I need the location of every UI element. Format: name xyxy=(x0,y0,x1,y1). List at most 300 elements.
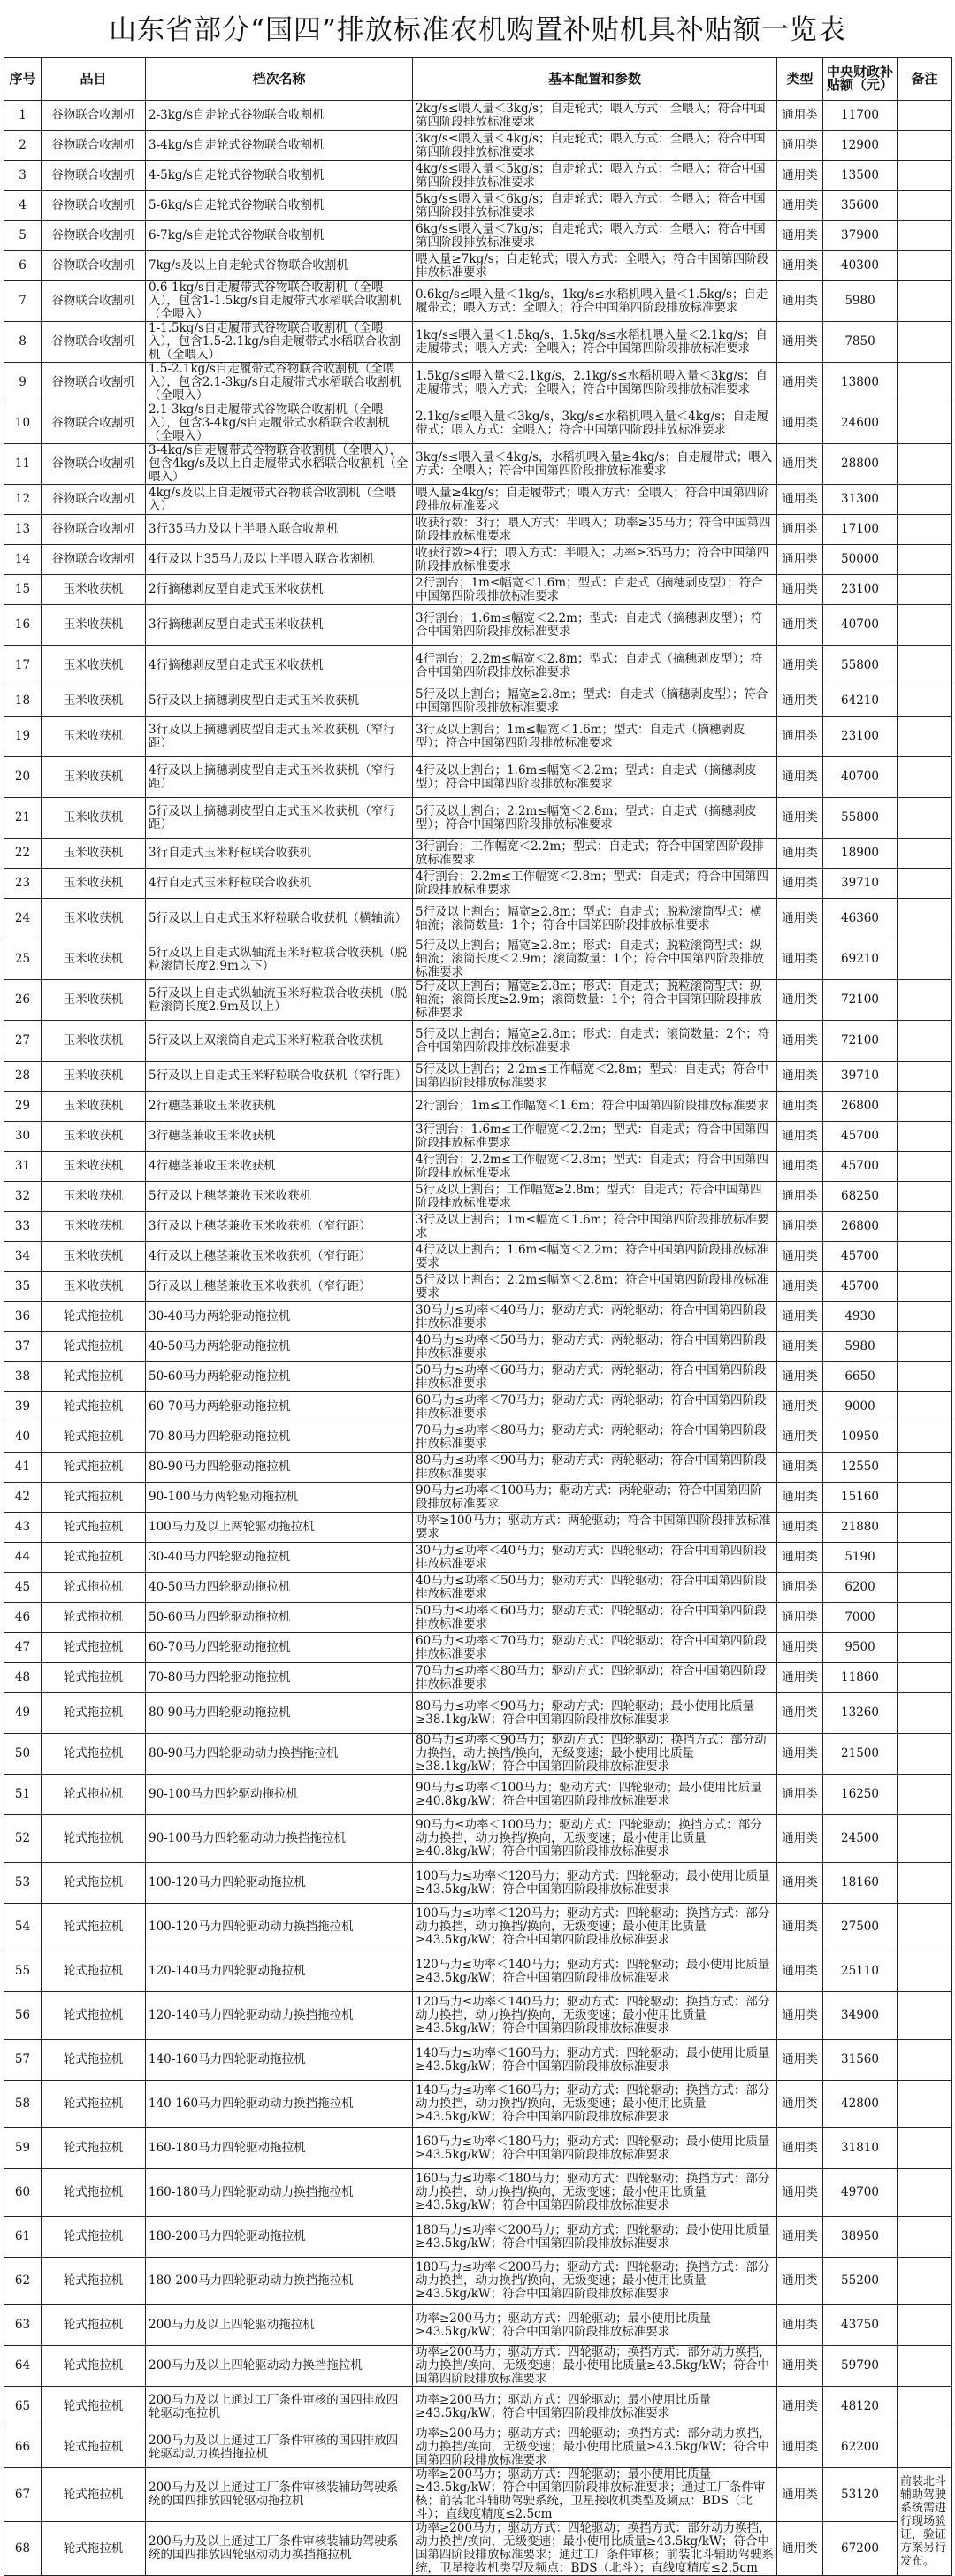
cell-tier: 5行及以上摘穗剥皮型自走式玉米收获机（窄行距） xyxy=(146,798,413,839)
cell-item: 轮式拖拉机 xyxy=(42,1483,146,1513)
cell-type: 通用类 xyxy=(777,839,823,869)
cell-config: 4kg/s≤喂入量＜5kg/s；自走轮式；喂入方式：全喂入；符合中国第四阶段排放标准要求 xyxy=(413,161,777,191)
cell-tier: 70-80马力四轮驱动拖拉机 xyxy=(146,1663,413,1693)
cell-item: 玉米收获机 xyxy=(42,839,146,869)
cell-type: 通用类 xyxy=(777,1483,823,1513)
cell-item: 谷物联合收割机 xyxy=(42,131,146,161)
cell-no: 65 xyxy=(4,2387,42,2427)
cell-no: 52 xyxy=(4,1815,42,1863)
table-row xyxy=(4,161,952,191)
table-row xyxy=(4,191,952,221)
table-row xyxy=(4,2128,952,2169)
cell-type: 通用类 xyxy=(777,1573,823,1603)
cell-no: 29 xyxy=(4,1092,42,1122)
cell-no: 14 xyxy=(4,545,42,575)
cell-subsidy: 55800 xyxy=(823,798,898,839)
cell-subsidy: 31300 xyxy=(823,485,898,515)
cell-no: 58 xyxy=(4,2081,42,2128)
cell-subsidy: 21500 xyxy=(823,1734,898,1775)
cell-subsidy: 55200 xyxy=(823,2258,898,2305)
table-row xyxy=(4,899,952,939)
cell-remark xyxy=(898,2346,952,2387)
cell-config: 4行割台；2.2m≤幅宽＜2.8m；型式：自走式（摘穗剥皮型）；符合中国第四阶段排放标准要求 xyxy=(413,646,777,686)
cell-item: 轮式拖拉机 xyxy=(42,1573,146,1603)
cell-subsidy: 48120 xyxy=(823,2387,898,2427)
table-row xyxy=(4,980,952,1021)
cell-subsidy: 12900 xyxy=(823,131,898,161)
cell-subsidy: 23100 xyxy=(823,717,898,757)
cell-tier: 5行及以上自走式纵轴流玉米籽粒联合收获机（脱粒滚筒长度2.9m及以上） xyxy=(146,980,413,1021)
cell-remark xyxy=(898,1513,952,1543)
cell-tier: 0.6-1kg/s自走履带式谷物联合收割机（全喂入），包含1-1.5kg/s自走履带式水稻联合收割机（全喂入） xyxy=(146,281,413,322)
table-row xyxy=(4,1483,952,1513)
cell-config: 5行及以上割台；幅宽≥2.8m；型式：自走式；脱粒滚筒型式：横轴流；滚筒数量：1个；符合中国第四阶段排放标准要求 xyxy=(413,899,777,939)
table-row xyxy=(4,545,952,575)
cell-subsidy: 12550 xyxy=(823,1453,898,1483)
cell-item: 轮式拖拉机 xyxy=(42,2258,146,2305)
cell-config: 140马力≤功率＜160马力；驱动方式：四轮驱动；换挡方式：部分动力换挡，动力换挡/换向，无级变速；最小使用比质量≥43.5kg/kW；符合中国第四阶段排放标准要求 xyxy=(413,2081,777,2128)
cell-subsidy: 72100 xyxy=(823,1021,898,1062)
cell-no: 68 xyxy=(4,2522,42,2576)
cell-type: 通用类 xyxy=(777,131,823,161)
cell-config: 功率≥200马力；驱动方式：四轮驱动；最小使用比质量≥43.5kg/kW；符合中国第四阶段排放标准要求 xyxy=(413,2387,777,2427)
cell-no: 60 xyxy=(4,2169,42,2217)
cell-item: 轮式拖拉机 xyxy=(42,1992,146,2040)
cell-no: 34 xyxy=(4,1242,42,1272)
cell-type: 通用类 xyxy=(777,2468,823,2522)
table-row xyxy=(4,1212,952,1242)
cell-no: 35 xyxy=(4,1272,42,1302)
table-row xyxy=(4,1513,952,1543)
cell-subsidy: 45700 xyxy=(823,1272,898,1302)
table-row xyxy=(4,1152,952,1182)
cell-item: 谷物联合收割机 xyxy=(42,363,146,403)
cell-item: 轮式拖拉机 xyxy=(42,1362,146,1392)
cell-no: 44 xyxy=(4,1543,42,1573)
cell-config: 70马力≤功率＜80马力；驱动方式：两轮驱动；符合中国第四阶段排放标准要求 xyxy=(413,1422,777,1453)
cell-subsidy: 38950 xyxy=(823,2217,898,2258)
cell-tier: 90-100马力四轮驱动动力换挡拖拉机 xyxy=(146,1815,413,1863)
table-row xyxy=(4,1332,952,1362)
cell-type: 通用类 xyxy=(777,2040,823,2081)
cell-type: 通用类 xyxy=(777,1734,823,1775)
cell-tier: 200马力及以上通过工厂条件审核装辅助驾驶系统的国四排放四轮驱动拖拉机 xyxy=(146,2468,413,2522)
cell-type: 通用类 xyxy=(777,545,823,575)
cell-subsidy: 5190 xyxy=(823,1543,898,1573)
cell-item: 谷物联合收割机 xyxy=(42,101,146,131)
cell-config: 140马力≤功率＜160马力；驱动方式：四轮驱动；最小使用比质量≥43.5kg/kW；符合中国第四阶段排放标准要求 xyxy=(413,2040,777,2081)
cell-no: 7 xyxy=(4,281,42,322)
cell-tier: 50-60马力四轮驱动拖拉机 xyxy=(146,1603,413,1633)
cell-subsidy: 64210 xyxy=(823,686,898,717)
cell-type: 通用类 xyxy=(777,1332,823,1362)
cell-config: 收获行数≥4行；喂入方式：半喂入；功率≥35马力；符合中国第四阶段排放标准要求 xyxy=(413,545,777,575)
cell-tier: 40-50马力两轮驱动拖拉机 xyxy=(146,1332,413,1362)
cell-subsidy: 49700 xyxy=(823,2169,898,2217)
cell-subsidy: 39710 xyxy=(823,869,898,899)
cell-config: 50马力≤功率＜60马力；驱动方式：两轮驱动；符合中国第四阶段排放标准要求 xyxy=(413,1362,777,1392)
cell-config: 5行及以上割台；2.2m≤幅宽＜2.8m；符合中国第四阶段排放标准要求 xyxy=(413,1272,777,1302)
cell-subsidy: 39710 xyxy=(823,1062,898,1092)
cell-subsidy: 13500 xyxy=(823,161,898,191)
table-row xyxy=(4,1453,952,1483)
cell-remark xyxy=(898,2217,952,2258)
cell-item: 轮式拖拉机 xyxy=(42,2427,146,2468)
cell-type: 通用类 xyxy=(777,281,823,322)
cell-tier: 6-7kg/s自走轮式谷物联合收割机 xyxy=(146,221,413,251)
cell-no: 45 xyxy=(4,1573,42,1603)
cell-remark xyxy=(898,1734,952,1775)
cell-no: 38 xyxy=(4,1362,42,1392)
cell-item: 轮式拖拉机 xyxy=(42,2387,146,2427)
cell-type: 通用类 xyxy=(777,1863,823,1904)
cell-item: 轮式拖拉机 xyxy=(42,1693,146,1734)
cell-config: 喂入量≥4kg/s；自走履带式；喂入方式：全喂入；符合中国第四阶段排放标准要求 xyxy=(413,485,777,515)
cell-no: 4 xyxy=(4,191,42,221)
cell-type: 通用类 xyxy=(777,2081,823,2128)
table-row xyxy=(4,757,952,798)
cell-tier: 5行及以上穗茎兼收玉米收获机（窄行距） xyxy=(146,1272,413,1302)
cell-type: 通用类 xyxy=(777,869,823,899)
cell-subsidy: 18160 xyxy=(823,1863,898,1904)
table-row xyxy=(4,2305,952,2346)
cell-tier: 5-6kg/s自走轮式谷物联合收割机 xyxy=(146,191,413,221)
cell-config: 3kg/s≤喂入量＜4kg/s，水稻机喂入量≥4kg/s；自走履带式；喂入方式：全喂入；符合中国第四阶段排放标准要求 xyxy=(413,444,777,485)
cell-no: 11 xyxy=(4,444,42,485)
cell-type: 通用类 xyxy=(777,2169,823,2217)
cell-type: 通用类 xyxy=(777,1122,823,1152)
cell-tier: 1-1.5kg/s自走履带式谷物联合收割机（全喂入），包含1.5-2.1kg/s自走履带式水稻联合收割机（全喂入） xyxy=(146,322,413,363)
table-row xyxy=(4,1122,952,1152)
cell-config: 5行及以上割台；2.2m≤幅宽＜2.8m；型式：自走式（摘穗剥皮型）；符合中国第四阶段排放标准要求 xyxy=(413,798,777,839)
cell-remark xyxy=(898,869,952,899)
table-row xyxy=(4,2258,952,2305)
cell-config: 1.5kg/s≤喂入量＜2.1kg/s，2.1kg/s≤水稻机喂入量＜3kg/s；自走履带式；喂入方式：全喂入；符合中国第四阶段排放标准要求 xyxy=(413,363,777,403)
cell-type: 通用类 xyxy=(777,2522,823,2576)
table-row xyxy=(4,1092,952,1122)
cell-config: 160马力≤功率＜180马力；驱动方式：四轮驱动；最小使用比质量≥43.5kg/kW；符合中国第四阶段排放标准要求 xyxy=(413,2128,777,2169)
cell-subsidy: 43750 xyxy=(823,2305,898,2346)
cell-item: 玉米收获机 xyxy=(42,1062,146,1092)
cell-tier: 80-90马力四轮驱动拖拉机 xyxy=(146,1693,413,1734)
table-row xyxy=(4,1302,952,1332)
cell-remark xyxy=(898,1212,952,1242)
table-row xyxy=(4,1272,952,1302)
cell-subsidy: 34900 xyxy=(823,1992,898,2040)
cell-item: 轮式拖拉机 xyxy=(42,1332,146,1362)
cell-type: 通用类 xyxy=(777,717,823,757)
cell-type: 通用类 xyxy=(777,899,823,939)
cell-item: 玉米收获机 xyxy=(42,605,146,646)
cell-type: 通用类 xyxy=(777,2128,823,2169)
cell-config: 3kg/s≤喂入量＜4kg/s；自走轮式；喂入方式：全喂入；符合中国第四阶段排放标准要求 xyxy=(413,131,777,161)
cell-no: 61 xyxy=(4,2217,42,2258)
cell-no: 57 xyxy=(4,2040,42,2081)
cell-tier: 120-140马力四轮驱动动力换挡拖拉机 xyxy=(146,1992,413,2040)
cell-remark-navigation: 前装北斗辅助驾驶系统需进行现场验证，验证方案另行发布。 xyxy=(898,2468,952,2576)
cell-subsidy: 55800 xyxy=(823,646,898,686)
cell-subsidy: 15160 xyxy=(823,1483,898,1513)
cell-remark xyxy=(898,1122,952,1152)
cell-item: 轮式拖拉机 xyxy=(42,1863,146,1904)
cell-type: 通用类 xyxy=(777,515,823,545)
header-item: 品目 xyxy=(42,58,146,101)
cell-item: 轮式拖拉机 xyxy=(42,1734,146,1775)
cell-tier: 5行及以上摘穗剥皮型自走式玉米收获机 xyxy=(146,686,413,717)
cell-remark xyxy=(898,1362,952,1392)
cell-config: 50马力≤功率＜60马力；驱动方式：四轮驱动；符合中国第四阶段排放标准要求 xyxy=(413,1603,777,1633)
cell-tier: 5行及以上穗茎兼收玉米收获机 xyxy=(146,1182,413,1212)
cell-tier: 4行穗茎兼收玉米收获机 xyxy=(146,1152,413,1182)
cell-config: 120马力≤功率＜140马力；驱动方式：四轮驱动；最小使用比质量≥43.5kg/kW；符合中国第四阶段排放标准要求 xyxy=(413,1951,777,1992)
header-type: 类型 xyxy=(777,58,823,101)
table-row xyxy=(4,131,952,161)
cell-type: 通用类 xyxy=(777,444,823,485)
cell-tier: 100马力及以上两轮驱动拖拉机 xyxy=(146,1513,413,1543)
cell-no: 37 xyxy=(4,1332,42,1362)
cell-remark xyxy=(898,1815,952,1863)
cell-config: 160马力≤功率＜180马力；驱动方式：四轮驱动；换挡方式：部分动力换挡，动力换挡/换向，无级变速；最小使用比质量≥43.5kg/kW；符合中国第四阶段排放标准要求 xyxy=(413,2169,777,2217)
cell-no: 2 xyxy=(4,131,42,161)
cell-config: 5行及以上割台；幅宽≥2.8m；型式：自走式（摘穗剥皮型）；符合中国第四阶段排放标准要求 xyxy=(413,686,777,717)
cell-type: 通用类 xyxy=(777,1513,823,1543)
cell-type: 通用类 xyxy=(777,686,823,717)
cell-subsidy: 6650 xyxy=(823,1362,898,1392)
cell-type: 通用类 xyxy=(777,2346,823,2387)
cell-item: 谷物联合收割机 xyxy=(42,545,146,575)
cell-config: 90马力≤功率＜100马力；驱动方式：两轮驱动；符合中国第四阶段排放标准要求 xyxy=(413,1483,777,1513)
table-row xyxy=(4,515,952,545)
cell-item: 玉米收获机 xyxy=(42,1272,146,1302)
cell-config: 120马力≤功率＜140马力；驱动方式：四轮驱动；换挡方式：部分动力换挡，动力换挡/换向，无级变速；最小使用比质量≥43.5kg/kW；符合中国第四阶段排放标准要求 xyxy=(413,1992,777,2040)
table-row xyxy=(4,101,952,131)
cell-remark xyxy=(898,575,952,605)
cell-item: 轮式拖拉机 xyxy=(42,2128,146,2169)
table-row xyxy=(4,1951,952,1992)
cell-item: 轮式拖拉机 xyxy=(42,1543,146,1573)
cell-item: 谷物联合收割机 xyxy=(42,322,146,363)
cell-tier: 3行自走式玉米籽粒联合收获机 xyxy=(146,839,413,869)
cell-remark xyxy=(898,101,952,131)
cell-item: 轮式拖拉机 xyxy=(42,2040,146,2081)
cell-no: 66 xyxy=(4,2427,42,2468)
cell-no: 15 xyxy=(4,575,42,605)
cell-type: 通用类 xyxy=(777,1603,823,1633)
cell-tier: 100-120马力四轮驱动动力换挡拖拉机 xyxy=(146,1904,413,1951)
cell-no: 19 xyxy=(4,717,42,757)
cell-no: 62 xyxy=(4,2258,42,2305)
cell-item: 玉米收获机 xyxy=(42,899,146,939)
cell-subsidy: 10950 xyxy=(823,1422,898,1453)
cell-subsidy: 24600 xyxy=(823,403,898,444)
cell-type: 通用类 xyxy=(777,322,823,363)
table-row xyxy=(4,605,952,646)
cell-remark xyxy=(898,131,952,161)
cell-subsidy: 69210 xyxy=(823,939,898,980)
cell-remark xyxy=(898,545,952,575)
cell-tier: 80-90马力四轮驱动拖拉机 xyxy=(146,1453,413,1483)
cell-tier: 4kg/s及以上自走履带式谷物联合收割机（全喂入） xyxy=(146,485,413,515)
cell-config: 功率≥200马力；驱动方式：四轮驱动；最小使用比质量≥43.5kg/kW；符合中国第四阶段排放标准要求；通过工厂条件审核；前装北斗辅助驾驶系统，卫星接收机类型及频点：BDS（北斗）；直线度精度≤2.5cm xyxy=(413,2468,777,2522)
cell-subsidy: 35600 xyxy=(823,191,898,221)
cell-type: 通用类 xyxy=(777,251,823,281)
table-row xyxy=(4,1863,952,1904)
cell-no: 18 xyxy=(4,686,42,717)
cell-subsidy: 45700 xyxy=(823,1152,898,1182)
cell-type: 通用类 xyxy=(777,2427,823,2468)
cell-config: 2kg/s≤喂入量＜3kg/s；自走轮式；喂入方式：全喂入；符合中国第四阶段排放标准要求 xyxy=(413,101,777,131)
cell-remark xyxy=(898,515,952,545)
cell-config: 80马力≤功率＜90马力；驱动方式：四轮驱动；最小使用比质量≥38.1kg/kW；符合中国第四阶段排放标准要求 xyxy=(413,1693,777,1734)
header-config: 基本配置和参数 xyxy=(413,58,777,101)
cell-item: 玉米收获机 xyxy=(42,575,146,605)
cell-tier: 2行摘穗剥皮型自走式玉米收获机 xyxy=(146,575,413,605)
cell-type: 通用类 xyxy=(777,798,823,839)
cell-remark xyxy=(898,798,952,839)
cell-config: 功率≥200马力；驱动方式：四轮驱动；换挡方式：部分动力换挡，动力换挡/换向，无级变速；最小使用比质量≥43.5kg/kW；符合中国第四阶段排放标准要求 xyxy=(413,2427,777,2468)
cell-remark xyxy=(898,1062,952,1092)
cell-subsidy: 11860 xyxy=(823,1663,898,1693)
cell-config: 5行及以上割台；幅宽≥2.8m；形式：自走式；滚筒数量：2个；符合中国第四阶段排放标准要求 xyxy=(413,1021,777,1062)
cell-type: 通用类 xyxy=(777,939,823,980)
cell-tier: 1.5-2.1kg/s自走履带式谷物联合收割机（全喂入），包含2.1-3kg/s自走履带式水稻联合收割机（全喂入） xyxy=(146,363,413,403)
cell-type: 通用类 xyxy=(777,1543,823,1573)
cell-item: 轮式拖拉机 xyxy=(42,1815,146,1863)
cell-config: 3行割台；1.6m≤工作幅宽＜2.2m；型式：自走式；符合中国第四阶段排放标准要求 xyxy=(413,1122,777,1152)
table-row xyxy=(4,1573,952,1603)
cell-no: 24 xyxy=(4,899,42,939)
cell-no: 23 xyxy=(4,869,42,899)
cell-config: 功率≥200马力；驱动方式：四轮驱动；换挡方式：部分动力换挡，动力换挡/换向，无级变速；最小使用比质量≥43.5kg/kW；符合中国第四阶段排放标准要求 xyxy=(413,2346,777,2387)
table-row xyxy=(4,2081,952,2128)
cell-type: 通用类 xyxy=(777,1021,823,1062)
cell-config: 4行及以上割台；1.6m≤幅宽＜2.2m；型式：自走式（摘穗剥皮型）；符合中国第四阶段排放标准要求 xyxy=(413,757,777,798)
table-row xyxy=(4,1663,952,1693)
cell-no: 28 xyxy=(4,1062,42,1092)
cell-config: 2.1kg/s≤喂入量＜3kg/s，3kg/s≤水稻机喂入量＜4kg/s；自走履带式；喂入方式：全喂入；符合中国第四阶段排放标准要求 xyxy=(413,403,777,444)
cell-tier: 80-90马力四轮驱动动力换挡拖拉机 xyxy=(146,1734,413,1775)
cell-tier: 160-180马力四轮驱动动力换挡拖拉机 xyxy=(146,2169,413,2217)
cell-tier: 30-40马力两轮驱动拖拉机 xyxy=(146,1302,413,1332)
cell-config: 90马力≤功率＜100马力；驱动方式：四轮驱动；最小使用比质量≥40.8kg/kW；符合中国第四阶段排放标准要求 xyxy=(413,1775,777,1815)
cell-config: 2行割台；1m≤工作幅宽＜1.6m；符合中国第四阶段排放标准要求 xyxy=(413,1092,777,1122)
cell-config: 40马力≤功率＜50马力；驱动方式：四轮驱动；符合中国第四阶段排放标准要求 xyxy=(413,1573,777,1603)
cell-remark xyxy=(898,1483,952,1513)
cell-subsidy: 23100 xyxy=(823,575,898,605)
cell-item: 玉米收获机 xyxy=(42,869,146,899)
cell-no: 41 xyxy=(4,1453,42,1483)
cell-tier: 5行及以上双滚筒自走式玉米籽粒联合收获机 xyxy=(146,1021,413,1062)
cell-item: 轮式拖拉机 xyxy=(42,1904,146,1951)
table-row xyxy=(4,686,952,717)
cell-type: 通用类 xyxy=(777,1663,823,1693)
cell-config: 3行割台；工作幅宽＜2.2m；型式：自走式；符合中国第四阶段排放标准要求 xyxy=(413,839,777,869)
cell-subsidy: 42800 xyxy=(823,2081,898,2128)
cell-remark xyxy=(898,757,952,798)
cell-no: 47 xyxy=(4,1633,42,1663)
table-row xyxy=(4,2387,952,2427)
cell-tier: 140-160马力四轮驱动拖拉机 xyxy=(146,2040,413,2081)
cell-subsidy: 9500 xyxy=(823,1633,898,1663)
cell-config: 4行及以上割台；1.6m≤幅宽＜2.2m；符合中国第四阶段排放标准要求 xyxy=(413,1242,777,1272)
cell-no: 56 xyxy=(4,1992,42,2040)
cell-no: 51 xyxy=(4,1775,42,1815)
table-row xyxy=(4,444,952,485)
table-row xyxy=(4,2346,952,2387)
table-row xyxy=(4,1693,952,1734)
table-row xyxy=(4,1734,952,1775)
cell-remark xyxy=(898,1633,952,1663)
cell-tier: 180-200马力四轮驱动动力换挡拖拉机 xyxy=(146,2258,413,2305)
cell-type: 通用类 xyxy=(777,1272,823,1302)
cell-item: 谷物联合收割机 xyxy=(42,444,146,485)
cell-tier: 4行自走式玉米籽粒联合收获机 xyxy=(146,869,413,899)
cell-no: 67 xyxy=(4,2468,42,2522)
cell-subsidy: 25110 xyxy=(823,1951,898,1992)
cell-remark xyxy=(898,1992,952,2040)
table-row xyxy=(4,839,952,869)
cell-config: 功率≥100马力；驱动方式：两轮驱动；符合中国第四阶段排放标准要求 xyxy=(413,1513,777,1543)
cell-no: 22 xyxy=(4,839,42,869)
cell-no: 3 xyxy=(4,161,42,191)
table-row xyxy=(4,1775,952,1815)
cell-config: 4行割台；2.2m≤工作幅宽＜2.8m；型式：自走式；符合中国第四阶段排放标准要求 xyxy=(413,1152,777,1182)
cell-item: 谷物联合收割机 xyxy=(42,251,146,281)
cell-remark xyxy=(898,1904,952,1951)
cell-remark xyxy=(898,1573,952,1603)
cell-config: 3行割台；1.6m≤幅宽＜2.2m；型式：自走式（摘穗剥皮型）；符合中国第四阶段排放标准要求 xyxy=(413,605,777,646)
table-row xyxy=(4,1992,952,2040)
cell-remark xyxy=(898,191,952,221)
cell-tier: 4行及以上35马力及以上半喂入联合收割机 xyxy=(146,545,413,575)
cell-no: 31 xyxy=(4,1152,42,1182)
table-row xyxy=(4,1904,952,1951)
cell-subsidy: 13260 xyxy=(823,1693,898,1734)
cell-tier: 5行及以上自走式玉米籽粒联合收获机（窄行距） xyxy=(146,1062,413,1092)
cell-type: 通用类 xyxy=(777,1951,823,1992)
cell-item: 轮式拖拉机 xyxy=(42,1513,146,1543)
cell-config: 100马力≤功率＜120马力；驱动方式：四轮驱动；换挡方式：部分动力换挡，动力换挡/换向，无级变速；最小使用比质量≥43.5kg/kW；符合中国第四阶段排放标准要求 xyxy=(413,1904,777,1951)
cell-subsidy: 40300 xyxy=(823,251,898,281)
cell-subsidy: 40700 xyxy=(823,605,898,646)
table-row xyxy=(4,1182,952,1212)
cell-no: 42 xyxy=(4,1483,42,1513)
cell-remark xyxy=(898,1092,952,1122)
cell-item: 谷物联合收割机 xyxy=(42,161,146,191)
cell-remark xyxy=(898,939,952,980)
cell-item: 轮式拖拉机 xyxy=(42,2346,146,2387)
table-row xyxy=(4,485,952,515)
table-row xyxy=(4,1362,952,1392)
cell-subsidy: 31810 xyxy=(823,2128,898,2169)
cell-tier: 40-50马力四轮驱动拖拉机 xyxy=(146,1573,413,1603)
cell-type: 通用类 xyxy=(777,1062,823,1092)
cell-config: 100马力≤功率＜120马力；驱动方式：四轮驱动；最小使用比质量≥43.5kg/kW；符合中国第四阶段排放标准要求 xyxy=(413,1863,777,1904)
cell-remark xyxy=(898,2081,952,2128)
cell-no: 1 xyxy=(4,101,42,131)
cell-config: 2行割台；1m≤幅宽＜1.6m；型式：自走式（摘穗剥皮型）；符合中国第四阶段排放标准要求 xyxy=(413,575,777,605)
cell-tier: 3-4kg/s自走轮式谷物联合收割机 xyxy=(146,131,413,161)
cell-type: 通用类 xyxy=(777,646,823,686)
cell-subsidy: 46360 xyxy=(823,899,898,939)
cell-no: 49 xyxy=(4,1693,42,1734)
cell-subsidy: 9000 xyxy=(823,1392,898,1422)
cell-item: 轮式拖拉机 xyxy=(42,1633,146,1663)
cell-config: 功率≥200马力；驱动方式：四轮驱动；换挡方式：部分动力换挡，动力换挡/换向，无级变速；最小使用比质量≥43.5kg/kW；符合中国第四阶段排放标准要求；通过工厂条件审核；前装北斗辅助驾驶系统，卫星接收机类型及频点：BDS（北斗）；直线度精度≤2.5cm xyxy=(413,2522,777,2576)
cell-subsidy: 45700 xyxy=(823,1122,898,1152)
cell-no: 8 xyxy=(4,322,42,363)
cell-item: 玉米收获机 xyxy=(42,1242,146,1272)
